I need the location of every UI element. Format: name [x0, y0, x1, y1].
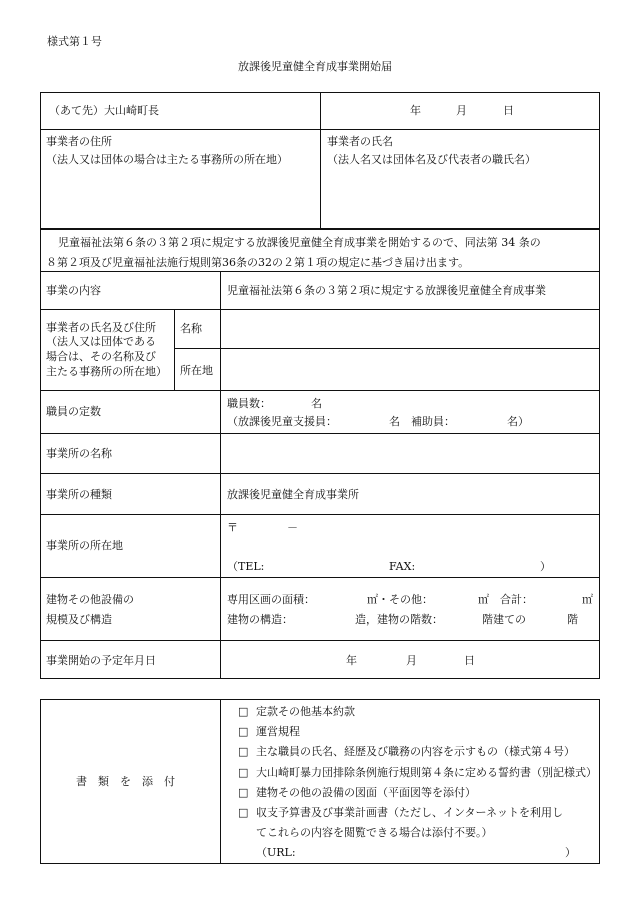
operator-name-label: 名称: [180, 322, 202, 335]
checkbox[interactable]: □: [238, 806, 249, 819]
facility-label: 建物その他設備の: [46, 593, 134, 606]
name-label: 事業者の氏名: [327, 135, 393, 148]
checkbox[interactable]: □: [238, 786, 249, 799]
staff-label: 職員の定数: [46, 405, 101, 418]
attachments-label: 書 類 を 添 付: [76, 775, 175, 788]
label-column-divider: [220, 309, 221, 679]
floor-unit: 階: [567, 613, 578, 626]
start-month: 月: [406, 654, 417, 667]
attachment-label: 主な職員の氏名、経歴及び職務の内容を示すもの（様式第４号）: [256, 745, 575, 758]
attachment-item[interactable]: [238, 744, 575, 759]
row-divider: [40, 271, 600, 272]
label-column-divider: [220, 271, 221, 309]
office-type-value: 放課後児童健全育成事業所: [227, 488, 359, 501]
start-date-label: 事業開始の予定年月日: [46, 654, 156, 667]
row-divider: [40, 390, 600, 391]
staff-detail-open: （放課後児童支援員：: [227, 415, 337, 428]
row-divider: [40, 309, 600, 310]
attachment-label: 建物その他の設備の図面（平面図等を添付）: [256, 786, 476, 799]
floors-unit: 階建ての: [482, 613, 526, 626]
row-divider: [174, 348, 600, 349]
addressee: （あて先）大山崎町長: [49, 104, 159, 117]
area-unit: ㎡: [582, 593, 593, 606]
operator-label: 事業者の氏名及び住所: [46, 321, 156, 334]
operator-location-label: 所在地: [180, 364, 213, 377]
address-note: （法人又は団体の場合は主たる事務所の所在地）: [46, 153, 288, 166]
row-divider: [40, 433, 600, 434]
row-divider: [40, 640, 600, 641]
staff-count-unit: 名: [311, 397, 322, 410]
attachment-label: 収支予算書及び事業計画書（ただし、インターネットを利用し: [256, 806, 564, 819]
checkbox[interactable]: □: [238, 725, 249, 738]
attachments-column-divider: [220, 699, 221, 864]
attachment-label: 定款その他基本約款: [256, 705, 355, 718]
attachment-continuation: てこれらの内容を閲覧できる場合は添付不要。）: [256, 826, 493, 839]
attachment-label: 運営規程: [256, 725, 300, 738]
staff-detail-unit: 名 補助員：: [389, 415, 455, 428]
area-unit: ㎡・その他：: [367, 593, 433, 606]
date-day: 日: [503, 104, 514, 117]
structure-unit: 造，建物の階数：: [355, 613, 443, 626]
name-note: （法人名又は団体名及び代表者の職氏名）: [327, 153, 536, 166]
row-divider: [40, 577, 600, 578]
postal-dash: －: [287, 521, 298, 534]
staff-detail-close: 名）: [507, 415, 529, 428]
attachment-item[interactable]: [238, 704, 355, 719]
checkbox[interactable]: □: [238, 705, 249, 718]
url-label: （URL:: [256, 846, 296, 859]
area-label: 専用区画の面積：: [227, 593, 315, 606]
start-year: 年: [346, 654, 357, 667]
office-type-label: 事業所の種類: [46, 488, 112, 501]
form-title: 放課後児童健全育成事業開始届: [238, 60, 392, 73]
notice-line-2: ８第２項及び児童福祉法施行規則第36条の32の２第１項の規定に基づき届け出ます。: [46, 256, 470, 269]
office-location-label: 事業所の所在地: [46, 539, 123, 552]
label-column-divider: [174, 309, 175, 390]
attachment-label: 大山崎町暴力団排除条例施行規則第４条に定める誓約書（別記様式）: [256, 766, 597, 779]
form-number: 様式第１号: [47, 35, 102, 48]
operator-label: 場合は、その名称及び: [46, 350, 156, 363]
operator-label: 主たる事務所の所在地）: [46, 365, 167, 378]
attachment-item[interactable]: [238, 785, 476, 800]
office-name-label: 事業所の名称: [46, 447, 112, 460]
fax-label: FAX:: [389, 560, 416, 573]
row-divider: [40, 473, 600, 474]
checkbox[interactable]: □: [238, 745, 249, 758]
tel-close: ）: [540, 560, 551, 573]
staff-count-prefix: 職員数：: [227, 397, 271, 410]
checkbox[interactable]: □: [238, 766, 249, 779]
attachment-item[interactable]: [238, 724, 300, 739]
row-divider: [40, 514, 600, 515]
content-label: 事業の内容: [46, 284, 101, 297]
operator-label: （法人又は団体である: [46, 335, 156, 348]
tel-label: （TEL:: [227, 560, 265, 573]
facility-label: 規模及び構造: [46, 613, 112, 626]
area-unit: ㎡ 合計：: [478, 593, 533, 606]
structure-label: 建物の構造：: [227, 613, 293, 626]
address-label: 事業者の住所: [46, 135, 112, 148]
date-year: 年: [410, 104, 421, 117]
attachment-item[interactable]: [238, 765, 597, 780]
attachment-item[interactable]: [238, 805, 563, 820]
start-day: 日: [464, 654, 475, 667]
notice-line-1: 児童福祉法第６条の３第２項に規定する放課後児童健全育成事業を開始するので、同法第 34 条の: [58, 236, 541, 249]
top-table-column-divider: [320, 92, 321, 229]
date-month: 月: [456, 104, 467, 117]
content-value: 児童福祉法第６条の３第２項に規定する放課後児童健全育成事業: [227, 284, 546, 297]
url-close: ）: [565, 846, 576, 859]
postal-mark: 〒: [227, 521, 238, 534]
